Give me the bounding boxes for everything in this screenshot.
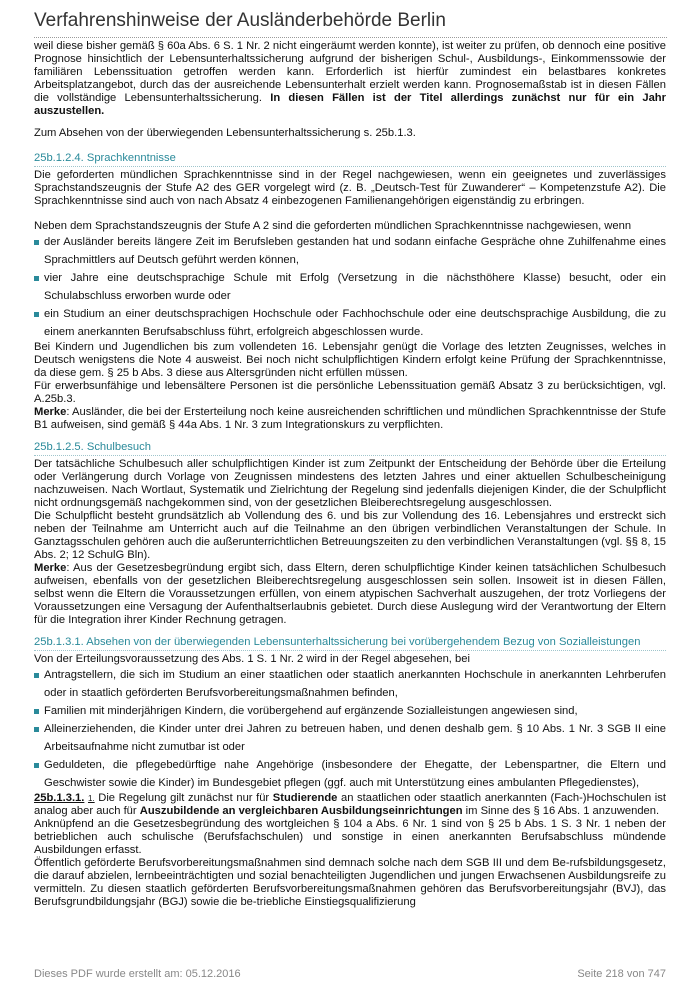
paragraph-number: 25b.1.3.1. <box>34 792 85 804</box>
list-item: der Ausländer bereits längere Zeit im Berufsleben gestanden hat und sodann einfache Gespräche ohne Zuhilfenahme eines Sprachmittlers auf Deutsch geführt werden können, <box>34 233 666 269</box>
list-item: vier Jahre eine deutschsprachige Schule mit Erfolg (Versetzung in die nächsthöhere Klasse) besucht, oder ein Schulabschluss erworben wurde oder <box>34 269 666 305</box>
paragraph: Bei Kindern und Jugendlichen bis zum vollendeten 16. Lebensjahr genügt die Vorlage des letzten Zeugnisses, welches in Deutsch wenigstens die Note 4 ausweist. Bei noch nicht schulpflichtigen Kindern erfolgt keine Prüfung der Sprachkenntnisse, da diese gem. § 25 b Abs. 3 diese aus Altersgründen nicht erfüllen müssen. <box>34 341 666 379</box>
section-heading-schulbesuch: 25b.1.2.5. Schulbesuch <box>34 441 151 453</box>
paragraph: Von der Erteilungsvoraussetzung des Abs. 1 S. 1 Nr. 2 wird in der Regel abgesehen, bei <box>34 653 470 665</box>
paragraph: Die Schulpflicht besteht grundsätzlich ab Vollendung des 6. und bis zur Vollendung des 16. Lebensjahres und erstreckt sich neben der Teilnahme am Unterricht auch auf die Teilnahme an den übrigen verbindlichen Veranstaltungen der Schule. In Ganztagsschulen gehören auch die außerunterrichtlichen Betreuungszeiten zu den verbindlichen Veranstaltungen (vgl. §§ 8, 15 Abs. 2; 12 SchulG Bln). <box>34 510 666 561</box>
list-item: Antragstellern, die sich im Studium an einer staatlichen oder staatlich anerkannten Hochschule in anerkannten Lehrberufen oder in staatlich geförderten Berufsvorbereitungsmaßnahmen befinden, <box>34 666 666 702</box>
square-bullet-icon <box>34 763 39 768</box>
list-item: Alleinerziehenden, die Kinder unter drei Jahren zu betreuen haben, und denen deshalb gem. § 10 Abs. 1 Nr. 3 SGB II eine Arbeitsaufnahme nicht zumutbar ist oder <box>34 720 666 756</box>
square-bullet-icon <box>34 709 39 714</box>
paragraph: Neben dem Sprachstandszeugnis der Stufe A 2 sind die geforderten mündlichen Sprachkenntnisse nachgewiesen, wenn <box>34 220 632 232</box>
bullet-list <box>34 233 666 341</box>
section-divider <box>34 166 666 167</box>
footer-created-date: Dieses PDF wurde erstellt am: 05.12.2016 <box>34 968 241 980</box>
paragraph: Anknüpfend an die Gesetzesbegründung des wortgleichen § 104 a Abs. 6 Nr. 1 sind von § 25 b Abs. 1 S. 3 Nr. 1 neben der betrieblichen auch schulische (Berufsfachschulen) und sonstige in einen anerkannten Berufsabschluss mündende Ausbildungen erfasst. <box>34 818 666 856</box>
paragraph: Der tatsächliche Schulbesuch aller schulpflichtigen Kinder ist zum Zeitpunkt der Entscheidung der Behörde über die Erteilung oder Verlängerung durch Vorlage von Zeugnissen mindestens des letzten Jahres und einer aktuellen Schulbescheinigung nachzuweisen. Nach Wortlaut, Systematik und Zielrichtung der Regelung sind jedenfalls diejenigen Kinder, die der Schulpflicht nicht ordnungsgemäß nachgekommen sind, von der gesetzlichen Bleiberechtsregelung ausgeschlossen. <box>34 458 666 509</box>
section-heading-absehen: 25b.1.3.1. Absehen von der überwiegenden Lebensunterhaltssicherung bei vorübergehendem Bezug von Sozialleistungen <box>34 636 641 648</box>
footer-page-number: Seite 218 von 747 <box>577 968 666 980</box>
section-divider <box>34 650 666 651</box>
merke-note: Merke: Ausländer, die bei der Ersterteilung noch keine ausreichenden schriftlichen und mündlichen Sprachkenntnisse der Stufe B1 aufweisen, sind gemäß § 44a Abs. 1 Nr. 3 zum Integrationskurs zu verpflichten. <box>34 406 666 431</box>
square-bullet-icon <box>34 673 39 678</box>
paragraph: Für erwerbsunfähige und lebensältere Personen ist die persönliche Lebenssituation gemäß Absatz 3 zu berücksichtigen, vgl. A.25b.3. <box>34 380 666 405</box>
merke-note: Merke: Aus der Gesetzesbegründung ergibt sich, dass Eltern, deren schulpflichtige Kinder keinen tatsächlichen Schulbesuch aufweisen, ebenfalls von der gesetzlichen Bleiberechtsregelung ausgeschlossen sein sollen. Insoweit ist in diesen Fällen, selbst wenn die Eltern die Voraussetzungen erfüllen, von einem atypischen Sachverhalt auszugehen, der trotz Vorliegens der Voraussetzungen eine Versagung der Aufenthaltserlaubnis gebietet. Durch diese Auslegung wird der Verantwortung der Eltern für die Integration ihrer Kinder Rechnung getragen. <box>34 562 666 626</box>
paragraph: 25b.1.3.1. 1. Die Regelung gilt zunächst nur für Studierende an staatlichen oder staatlich anerkannten (Fach-)Hochschulen ist analog aber auch für Auszubildende an vergleichbaren Ausbildungseinrichtungen im Sinne des § 16 Abs. 1 anzuwenden. <box>34 792 666 817</box>
square-bullet-icon <box>34 276 39 281</box>
bullet-list <box>34 666 666 792</box>
section-divider <box>34 455 666 456</box>
list-item: ein Studium an einer deutschsprachigen Hochschule oder Fachhochschule oder eine deutschsprachige Ausbildung, die zu einem anerkannten Berufsabschluss führt, erfolgreich abgeschlossen wurde. <box>34 305 666 341</box>
document-body <box>34 40 666 909</box>
section-heading-sprachkenntnisse: 25b.1.2.4. Sprachkenntnisse <box>34 152 176 164</box>
title-divider <box>34 37 667 38</box>
paragraph: Die geforderten mündlichen Sprachkenntnisse sind in der Regel nachgewiesen, wenn ein geeignetes und zuverlässiges Sprachstandszeugnis der Stufe A2 des GER vorgelegt wird (z. B. „Deutsch-Test für Zuwanderer“ – Kompetenzstufe A2). Die Sprachkenntnisse sind auch von nach Absatz 4 einbezogenen Familienangehörigen eigenständig zu erbringen. <box>34 169 666 207</box>
list-item: Familien mit minderjährigen Kindern, die vorübergehend auf ergänzende Sozialleistungen angewiesen sind, <box>34 702 666 720</box>
page-title: Verfahrenshinweise der Ausländerbehörde Berlin <box>34 10 446 31</box>
paragraph: Öffentlich geförderte Berufsvorbereitungsmaßnahmen sind demnach solche nach dem SGB III und dem Be-rufsbildungsgesetz, die darauf abzielen, lernbeeinträchtigten und sozial benachteiligten Jugendlichen und jungen Erwachsenen Ausbildungsreife zu vermitteln. Zu diesen staatlich geförderten Berufsvorbereitungsmaßnahmen gehören das Berufsvorbereitungsjahr (BVJ), das Berufsgrundbildungsjahr (BGJ) sowie die be-triebliche Einstiegsqualifizierung <box>34 857 666 908</box>
list-item: Geduldeten, die pflegebedürftige nahe Angehörige (insbesondere der Ehegatte, der Lebenspartner, die Eltern und Geschwister sowie die Kinder) im Bundesgebiet pflegen (ggf. auch mit Unterstützung eines ambulanten Pflegedienstes), <box>34 756 666 792</box>
intro-bold-note: In diesen Fällen ist der Titel allerdings zunächst nur für ein Jahr auszustellen. <box>34 92 666 117</box>
intro-reference: Zum Absehen von der überwiegenden Lebensunterhaltssicherung s. 25b.1.3. <box>34 127 416 139</box>
square-bullet-icon <box>34 727 39 732</box>
intro-paragraph: weil diese bisher gemäß § 60a Abs. 6 S. 1 Nr. 2 nicht eingeräumt werden konnte), ist weiter zu prüfen, ob dennoch eine positive Prognose hinsichtlich der Lebensunterhaltssicherung aufgrund der bisherigen Schul-, Ausbildungs-, Einkommenssowie der familiären Lebenssituation getroffen werden kann. Erforderlich ist hierfür zumindest ein belastbares konkretes Arbeitsplatzangebot, durch das der ausreichende Lebensunterhalt erzielt werden kann. Prognosemaßstab ist in diesen Fällen die vollständige Lebensunterhaltssicherung. In diesen Fällen ist der Titel allerdings zunächst nur für ein Jahr auszustellen. <box>34 40 666 117</box>
footnote-link[interactable]: 1. <box>87 794 95 803</box>
square-bullet-icon <box>34 240 39 245</box>
square-bullet-icon <box>34 312 39 317</box>
